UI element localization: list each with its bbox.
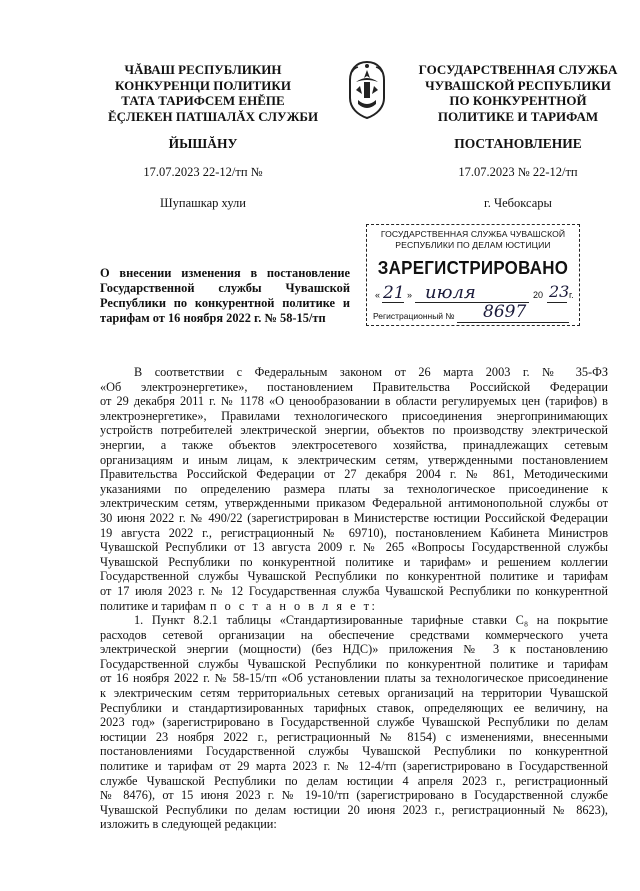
subject-word: Государственной bbox=[100, 281, 195, 295]
body-line: 19 августа 2022 г., регистрационный № 69710), постановлением Кабинета Министров bbox=[100, 525, 608, 540]
doctype-russian: ПОСТАНОВЛЕНИЕ bbox=[454, 136, 582, 151]
body-line-decree bbox=[100, 599, 608, 614]
stamp-org-line: РЕСПУБЛИКИ ПО ДЕЛАМ ЮСТИЦИИ bbox=[395, 239, 551, 250]
document-date-left: 17.07.2023 22-12/тп № bbox=[143, 165, 263, 179]
header-right-line: ПОЛИТИКЕ И ТАРИФАМ bbox=[437, 108, 599, 124]
header-left-org bbox=[108, 62, 319, 124]
body-line: расходов сетевой организации на обеспечение средствами коммерческого учета bbox=[100, 627, 608, 642]
header-right-line: ЧУВАШСКОЙ РЕСПУБЛИКИ bbox=[425, 77, 611, 93]
stamp-number-value: 8697 bbox=[483, 302, 527, 322]
header-left-line: ЧĂВАШ РЕСПУБЛИКИН bbox=[124, 62, 282, 77]
body-line: Чувашской Республики от 13 августа 2009 г. № 265 «Вопросы Государственной службы bbox=[100, 540, 608, 555]
registration-stamp bbox=[366, 224, 580, 326]
document-date-right: 17.07.2023 № 22-12/тп bbox=[458, 165, 578, 179]
body-line: Государственной службы Чувашской Республики по конкурентной политике и тарифам bbox=[100, 656, 608, 671]
subject-line bbox=[100, 296, 350, 311]
city-left: Шупашкар хули bbox=[160, 196, 246, 210]
subject-word: постановление bbox=[266, 266, 350, 280]
stamp-quote-open: « bbox=[375, 290, 381, 300]
document-subject bbox=[100, 266, 350, 326]
body-line: электрическим сетям, утвержденными приказом Федеральной антимонопольной службы от bbox=[100, 496, 608, 511]
subject-word: внесении bbox=[119, 266, 172, 280]
body-line: электроэнергетике», Правилами технологического присоединения энергопринимающих bbox=[100, 408, 608, 423]
subject-word: конкурентной bbox=[194, 296, 275, 310]
subject-word: по bbox=[173, 296, 188, 310]
subject-line bbox=[100, 281, 350, 296]
subject-word: Чувашской bbox=[285, 281, 350, 295]
body-line: от 16 ноября 2022 г. № 58-15/тп «Об установлении платы за технологическое присоединение bbox=[100, 671, 608, 686]
subject-word: и bbox=[342, 296, 350, 310]
body-line: указаниями по определению размера платы за технологическое присоединение к bbox=[100, 481, 608, 496]
header-right-line: ПО КОНКУРЕНТНОЙ bbox=[449, 93, 587, 108]
subject-word: О bbox=[100, 266, 110, 280]
body-line: энергии, а также объектов электросетевого хозяйства, принадлежащих сетевым bbox=[100, 437, 608, 452]
header-right-line: ГОСУДАРСТВЕННАЯ СЛУЖБА bbox=[418, 62, 618, 77]
subject-word: службы bbox=[218, 281, 262, 295]
body-line: № 8476), от 15 июня 2023 г. № 19-10/тп (зарегистрировано в Государственной службе bbox=[100, 788, 608, 803]
subject-word: тарифам от 16 ноября 2022 г. № 58-15/тп bbox=[100, 311, 326, 325]
body-line: Чувашской Республики по делам юстиции 20 июня 2023 г., регистрационный № 8623), bbox=[100, 802, 608, 817]
stamp-number-line bbox=[457, 322, 569, 323]
stamp-year-line bbox=[547, 302, 567, 303]
subject-word: в bbox=[250, 266, 258, 280]
body-line: Правительства Российской Федерации от 27 декабря 2004 г. № 861, Методическими bbox=[100, 467, 608, 482]
stamp-title: ЗАРЕГИСТРИРОВАНО bbox=[377, 258, 569, 278]
header-right-org bbox=[418, 62, 618, 124]
body-line: Республики и стандартизированных тарифных ставок, определяющих ее величину, на bbox=[100, 700, 608, 715]
body-line: Государственной службы Чувашской Республики по конкурентной политике и тарифам bbox=[100, 569, 608, 584]
body-line: организациям и иным лицам, к электрическим сетям, утвержденными постановлением bbox=[100, 452, 608, 467]
subject-word: политике bbox=[282, 296, 336, 310]
stamp-org-line: ГОСУДАРСТВЕННАЯ СЛУЖБА ЧУВАШСКОЙ bbox=[380, 229, 566, 239]
city-right: г. Чебоксары bbox=[484, 196, 552, 210]
body-line: п о с т а н о в л я е т: bbox=[210, 598, 378, 613]
stamp-quote-close: » bbox=[407, 290, 413, 300]
body-line: от 29 декабря 2011 г. № 1178 «О ценообразовании в области регулируемых цен (тарифов) в bbox=[100, 394, 608, 409]
body-line: «Об электроэнергетике», постановлением Правительства Российской Федерации bbox=[100, 379, 608, 394]
body-line: политике и тарифам bbox=[100, 598, 207, 613]
stamp-number-label: Регистрационный № bbox=[373, 311, 455, 321]
body-line: от 17 июля 2023 г. № 12 Государственная служба Чувашской Республики по конкурентной bbox=[100, 583, 608, 598]
stamp-month: июля bbox=[425, 282, 476, 303]
stamp-registration-number bbox=[373, 302, 573, 323]
body-line: службе Чувашской Республики по делам юстиции 4 апреля 2023 г., регистрационный bbox=[100, 773, 608, 788]
doctype-chuvash: ЙЫШĂНУ bbox=[168, 136, 238, 151]
subject-word: Республики bbox=[100, 296, 166, 310]
header-left-line: ĔÇЛЕКЕН ПАТШАЛĂХ СЛУЖБИ bbox=[108, 108, 319, 124]
body-line: юстиции 23 ноября 2022 г., регистрационный № 8154) с изменениями, внесенными bbox=[100, 729, 608, 744]
subject-line bbox=[100, 311, 350, 326]
document-body bbox=[100, 365, 608, 832]
body-line: к электрическим сетям территориальных сетевых организаций на территории Чувашской bbox=[100, 686, 608, 701]
body-line: Чувашской Республики по конкурентной политике и тарифам» и решением коллегии bbox=[100, 554, 608, 569]
subject-word: изменения bbox=[181, 266, 241, 280]
stamp-year-unit: г. bbox=[569, 290, 574, 300]
stamp-year-prefix: 20 bbox=[533, 290, 544, 300]
stamp-day: 21 bbox=[383, 283, 405, 303]
body-line: 2023 год» (зарегистрировано в Государственной службе Чувашской Республики по делам bbox=[100, 715, 608, 730]
stamp-date bbox=[373, 282, 574, 307]
body-line: изложить в следующей редакции: bbox=[100, 817, 277, 832]
body-line: 1. Пункт 8.2.1 таблицы «Стандартизированные тарифные ставки С₈ на покрытие bbox=[134, 613, 608, 628]
header-left-line: ТАТА ТАРИФСЕМ ЕНĔПЕ bbox=[121, 93, 285, 108]
body-line: В соответствии с Федеральным законом от 26 марта 2003 г. № 35-ФЗ bbox=[134, 365, 608, 379]
stamp-year-suffix: 23 bbox=[549, 282, 570, 301]
body-line: 30 июня 2022 г. № 490/22 (зарегистрирован в Министерстве юстиции Российской Федерации bbox=[100, 510, 608, 525]
body-line: постановлениями Государственной службы Чувашской Республики по конкурентной bbox=[100, 744, 608, 759]
coat-of-arms-emblem bbox=[342, 58, 392, 120]
subject-line bbox=[100, 266, 350, 281]
header-left-line: КОНКУРЕНЦИ ПОЛИТИКИ bbox=[115, 77, 291, 93]
stamp-organization bbox=[367, 229, 579, 250]
body-line: электрической энергии (мощности) (без НДС)» приложения № 3 к постановлению bbox=[100, 642, 608, 657]
body-line: устройств потребителей электрической энергии, объектов по производству электрической bbox=[100, 423, 608, 438]
body-line: политике и тарифам от 29 марта 2023 г. № 12-4/тп (зарегистрировано в Государственной bbox=[100, 759, 608, 774]
